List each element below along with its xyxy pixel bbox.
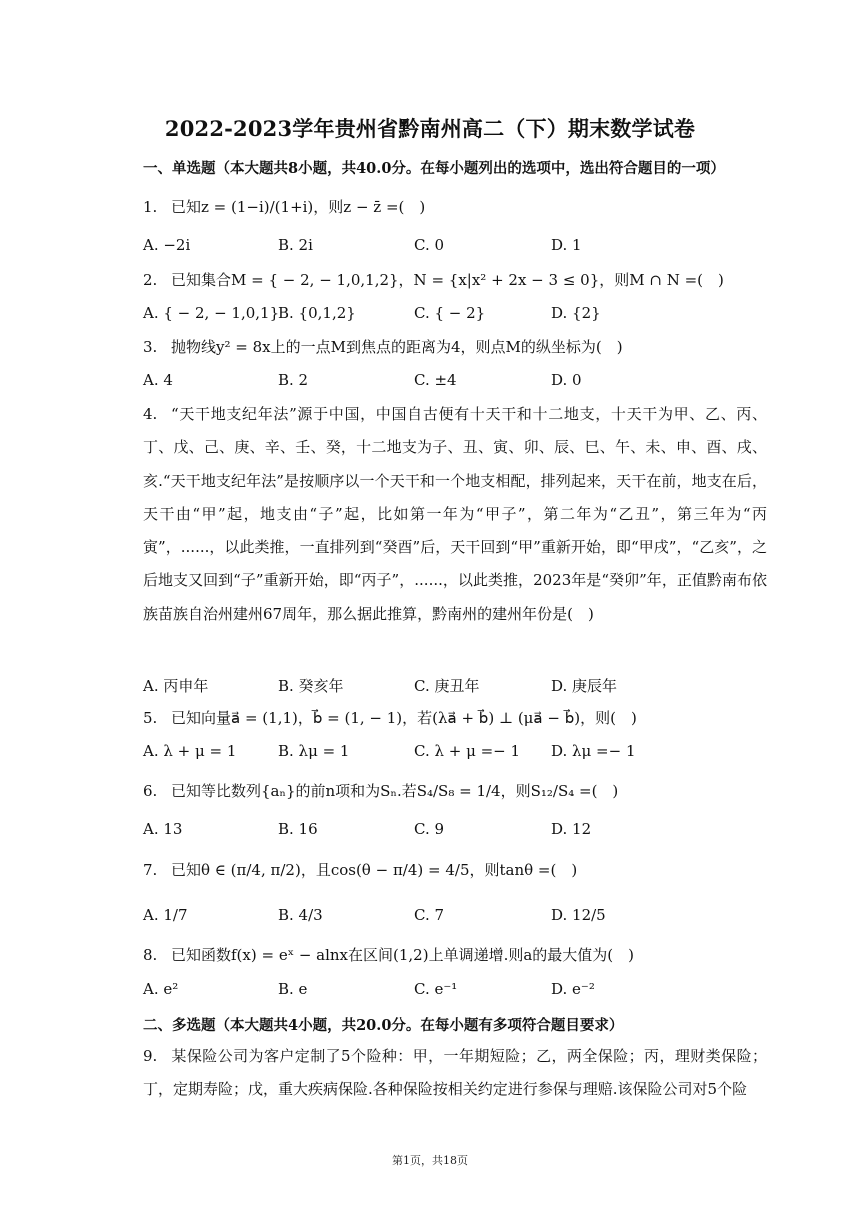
question-9: 9. 某保险公司为客户定制了5个险种：甲，一年期短险；乙，两全保险；丙，理财类保险；丁，定期寿险；戊，重大疾病保险.各种保险按相关约定进行参保与理赔.该保险公司对5个险 — [143, 1047, 767, 1099]
option-a: A. e² — [143, 980, 179, 998]
question-8: 8. 已知函数f(x) = eˣ − alnx在区间(1,2)上单调递增.则a的最大值为( ) — [143, 946, 634, 964]
option-c: C. 7 — [414, 906, 445, 924]
option-d: D. e⁻² — [551, 980, 595, 998]
option-b: B. 癸亥年 — [278, 677, 344, 695]
question-5-options — [143, 742, 783, 766]
option-d: D. {2} — [551, 304, 601, 322]
option-a: A. { − 2, − 1,0,1} — [143, 304, 280, 322]
option-c: C. e⁻¹ — [414, 980, 458, 998]
question-3: 3. 抛物线y² = 8x上的一点M到焦点的距离为4，则点M的纵坐标为( ) — [143, 338, 623, 356]
question-2-options — [143, 304, 783, 328]
option-a: A. 4 — [143, 371, 173, 389]
option-b: B. 2 — [278, 371, 309, 389]
option-b: B. 4/3 — [278, 906, 323, 924]
option-b: B. 16 — [278, 820, 318, 838]
question-6: 6. 已知等比数列{aₙ}的前n项和为Sₙ.若S₄/S₈ = 1/4，则S₁₂/S₄ =( ) — [143, 782, 619, 800]
option-d: D. 12 — [551, 820, 592, 838]
option-b: B. e — [278, 980, 308, 998]
option-a: A. λ + μ = 1 — [143, 742, 237, 760]
question-8-options — [143, 980, 783, 1004]
option-a: A. 丙申年 — [143, 677, 209, 695]
option-a: A. 13 — [143, 820, 183, 838]
option-d: D. λμ =− 1 — [551, 742, 636, 760]
question-1-options — [143, 236, 783, 260]
page-footer: 第1页，共18页 — [392, 1154, 468, 1167]
question-5: 5. 已知向量a⃗ = (1,1)，b⃗ = (1, − 1)，若(λa⃗ + b⃗) ⊥ (μa⃗ − b⃗)，则( ) — [143, 709, 637, 727]
question-4: 4. “天干地支纪年法”源于中国，中国自古便有十天干和十二地支，十天干为甲、乙、丙、丁、戊、己、庚、辛、壬、癸，十二地支为子、丑、寅、卯、辰、巳、午、未、申、酉、戌、亥.“天干地支纪年法”是按顺序以一个天干和一个地支相配，排列起来，天干在前，地支在后，天干由“甲”起，地支由“子”起，比如第一年为“甲子”，第二年为“乙丑”，第三年为“丙寅”，......，以此类推，一直排列到“癸酉”后，天干回到“甲”重新开始，即“甲戌”，“乙亥”，之后地支又回到“子”重新开始，即“丙子”，......，以此类推，2023年是“癸卯”年，正值黔南布依族苗族自治州建州67周年，那么据此推算，黔南州的建州年份是( ) — [143, 405, 767, 623]
option-a: A. 1/7 — [143, 906, 188, 924]
question-2: 2. 已知集合M = { − 2, − 1,0,1,2}，N = {x|x² + 2x − 3 ≤ 0}，则M ∩ N =( ) — [143, 271, 724, 289]
question-4-options — [143, 675, 783, 699]
question-6-text: 已知等比数列{aₙ}的前n项和为Sₙ.若S₄/S₈ = 1/4，则S₁₂/S₄ =( ) — [171, 782, 619, 800]
option-b: B. λμ = 1 — [278, 742, 350, 760]
option-d: D. 1 — [551, 236, 582, 254]
option-d: D. 庚辰年 — [551, 677, 618, 695]
question-9-text: 某保险公司为客户定制了5个险种：甲，一年期短险；乙，两全保险；丙，理财类保险；丁，定期寿险；戊，重大疾病保险.各种保险按相关约定进行参保与理赔.该保险公司对5个险 — [143, 1047, 767, 1099]
question-2-text: 已知集合M = { − 2, − 1,0,1,2}，N = {x|x² + 2x − 3 ≤ 0}，则M ∩ N =( ) — [171, 271, 724, 289]
option-a: A. −2i — [143, 236, 191, 254]
page-title: 2022-2023学年贵州省黔南州高二（下）期末数学试卷 — [164, 116, 696, 141]
question-3-text: 抛物线y² = 8x上的一点M到焦点的距离为4，则点M的纵坐标为( ) — [171, 338, 623, 356]
question-7-text: 已知θ ∈ (π/4, π/2)，且cos(θ − π/4) = 4/5，则tanθ =( ) — [171, 861, 578, 879]
question-5-text: 已知向量a⃗ = (1,1)，b⃗ = (1, − 1)，若(λa⃗ + b⃗) ⊥ (μa⃗ − b⃗)，则( ) — [171, 709, 637, 727]
question-7-options — [143, 906, 783, 930]
question-3-options — [143, 371, 783, 395]
question-1-text: 已知z = (1−i)/(1+i)，则z − z̄ =( ) — [171, 198, 426, 216]
question-4-text: “天干地支纪年法”源于中国，中国自古便有十天干和十二地支，十天干为甲、乙、丙、丁、戊、己、庚、辛、壬、癸，十二地支为子、丑、寅、卯、辰、巳、午、未、申、酉、戌、亥.“天干地支纪年法”是按顺序以一个天干和一个地支相配，排列起来，天干在前，地支在后，天干由“甲”起，地支由“子”起，比如第一年为“甲子”，第二年为“乙丑”，第三年为“丙寅”，......，以此类推，一直排列到“癸酉”后，天干回到“甲”重新开始，即“甲戌”，“乙亥”，之后地支又回到“子”重新开始，即“丙子”，......，以此类推，2023年是“癸卯”年，正值黔南布依族苗族自治州建州67周年，那么据此推算，黔南州的建州年份是( ) — [143, 405, 767, 623]
question-8-text: 已知函数f(x) = eˣ − alnx在区间(1,2)上单调递增.则a的最大值为( ) — [171, 946, 634, 964]
option-c: C. 庚丑年 — [414, 677, 480, 695]
option-d: D. 0 — [551, 371, 582, 389]
option-c: C. 9 — [414, 820, 445, 838]
question-6-options — [143, 820, 783, 844]
option-b: B. 2i — [278, 236, 313, 254]
option-c: C. ±4 — [414, 371, 457, 389]
section-heading-multiple-choice: 二、多选题（本大题共4小题，共20.0分。在每小题有多项符合题目要求） — [143, 1017, 624, 1034]
question-7: 7. 已知θ ∈ (π/4, π/2)，且cos(θ − π/4) = 4/5，则tanθ =( ) — [143, 861, 578, 879]
option-d: D. 12/5 — [551, 906, 606, 924]
section-heading-single-choice: 一、单选题（本大题共8小题，共40.0分。在每小题列出的选项中，选出符合题目的一项） — [143, 160, 725, 177]
option-c: C. λ + μ =− 1 — [414, 742, 521, 760]
option-c: C. 0 — [414, 236, 445, 254]
question-1: 1. 已知z = (1−i)/(1+i)，则z − z̄ =( ) — [143, 198, 426, 216]
option-b: B. {0,1,2} — [278, 304, 356, 322]
option-c: C. { − 2} — [414, 304, 486, 322]
